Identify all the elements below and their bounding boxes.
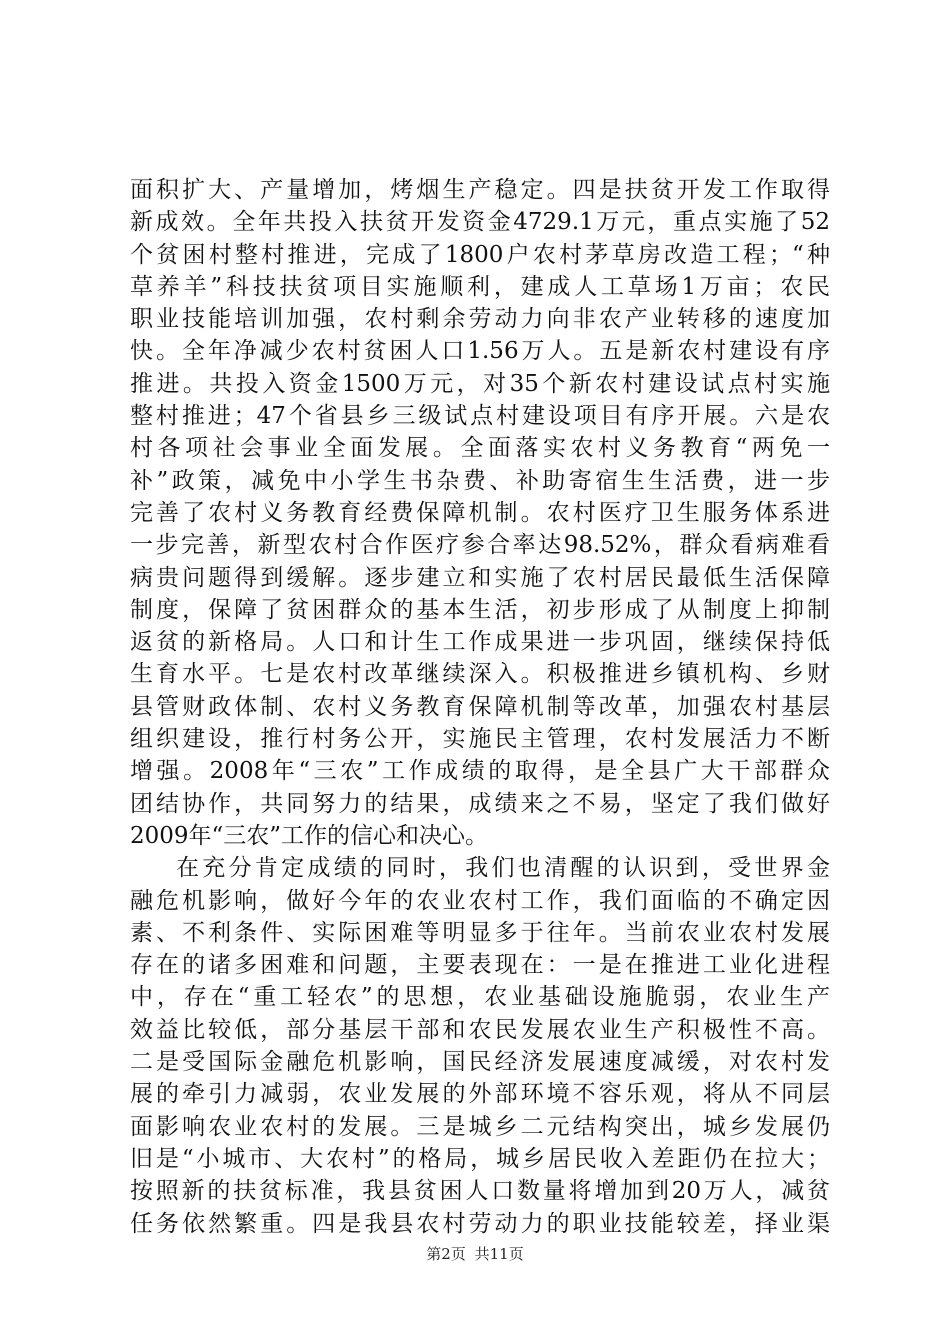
page-number: 第2页 bbox=[426, 1245, 466, 1263]
text-line: 一步完善，新型农村合作医疗参合率达98.52%，群众看病难看 bbox=[130, 532, 830, 559]
paragraph bbox=[130, 174, 830, 852]
text-line: 增强。2008年“三农”工作成绩的取得，是全县广大干部群众 bbox=[130, 758, 830, 785]
text-line: 在充分肯定成绩的同时，我们也清醒的认识到，受世界金 bbox=[176, 855, 830, 882]
text-line: 按照新的扶贫标准，我县贫困人口数量将增加到20万人，减贫 bbox=[130, 1178, 830, 1205]
text-line: 二是受国际金融危机影响，国民经济发展速度减缓，对农村发 bbox=[130, 1049, 830, 1076]
page-footer bbox=[0, 1243, 950, 1264]
text-line: 推进。共投入资金1500万元，对35个新农村建设试点村实施 bbox=[130, 370, 830, 397]
body-text bbox=[130, 174, 830, 1240]
page-total: 共11页 bbox=[474, 1245, 524, 1263]
text-line: 存在的诸多困难和问题，主要表现在：一是在推进工业化进程 bbox=[130, 952, 830, 979]
text-line: 2009年“三农”工作的信心和决心。 bbox=[130, 822, 489, 849]
text-line: 补”政策，减免中小学生书杂费、补助寄宿生生活费，进一步 bbox=[130, 467, 830, 494]
text-line: 返贫的新格局。人口和计生工作成果进一步巩固，继续保持低 bbox=[130, 629, 830, 656]
text-line: 村各项社会事业全面发展。全面落实农村义务教育“两免一 bbox=[130, 435, 830, 462]
text-line: 旧是“小城市、大农村”的格局，城乡居民收入差距仍在拉大； bbox=[130, 1145, 830, 1172]
text-line: 中，存在“重工轻农”的思想，农业基础设施脆弱，农业生产 bbox=[130, 984, 830, 1011]
text-line: 融危机影响，做好今年的农业农村工作，我们面临的不确定因 bbox=[130, 887, 830, 914]
text-line: 县管财政体制、农村义务教育保障机制等改革，加强农村基层 bbox=[130, 693, 830, 720]
text-line: 效益比较低，部分基层干部和农民发展农业生产积极性不高。 bbox=[130, 1016, 830, 1043]
text-line: 任务依然繁重。四是我县农村劳动力的职业技能较差，择业渠 bbox=[130, 1210, 830, 1237]
text-line: 制度，保障了贫困群众的基本生活，初步形成了从制度上抑制 bbox=[130, 596, 830, 623]
text-line: 个贫困村整村推进，完成了1800户农村茅草房改造工程；“种 bbox=[130, 241, 830, 268]
text-line: 展的牵引力减弱，农业发展的外部环境不容乐观，将从不同层 bbox=[130, 1081, 830, 1108]
text-line: 面积扩大、产量增加，烤烟生产稳定。四是扶贫开发工作取得 bbox=[130, 177, 830, 203]
text-line: 新成效。全年共投入扶贫开发资金4729.1万元，重点实施了52 bbox=[130, 209, 830, 236]
paragraph bbox=[130, 852, 830, 1240]
text-line: 素、不利条件、实际困难等明显多于往年。当前农业农村发展 bbox=[130, 919, 830, 946]
text-line: 组织建设，推行村务公开，实施民主管理，农村发展活力不断 bbox=[130, 726, 830, 753]
text-line: 面影响农业农村的发展。三是城乡二元结构突出，城乡发展仍 bbox=[130, 1113, 830, 1140]
text-line: 病贵问题得到缓解。逐步建立和实施了农村居民最低生活保障 bbox=[130, 564, 830, 591]
text-line: 草养羊”科技扶贫项目实施顺利，建成人工草场1万亩；农民 bbox=[130, 273, 830, 300]
text-line: 完善了农村义务教育经费保障机制。农村医疗卫生服务体系进 bbox=[130, 499, 830, 526]
text-line: 整村推进；47个省县乡三级试点村建设项目有序开展。六是农 bbox=[130, 403, 830, 430]
text-line: 生育水平。七是农村改革继续深入。积极推进乡镇机构、乡财 bbox=[130, 661, 830, 688]
text-line: 职业技能培训加强，农村剩余劳动力向非农产业转移的速度加 bbox=[130, 306, 830, 333]
text-line: 快。全年净减少农村贫困人口1.56万人。五是新农村建设有序 bbox=[130, 338, 830, 365]
text-line: 团结协作，共同努力的结果，成绩来之不易，坚定了我们做好 bbox=[130, 790, 830, 817]
